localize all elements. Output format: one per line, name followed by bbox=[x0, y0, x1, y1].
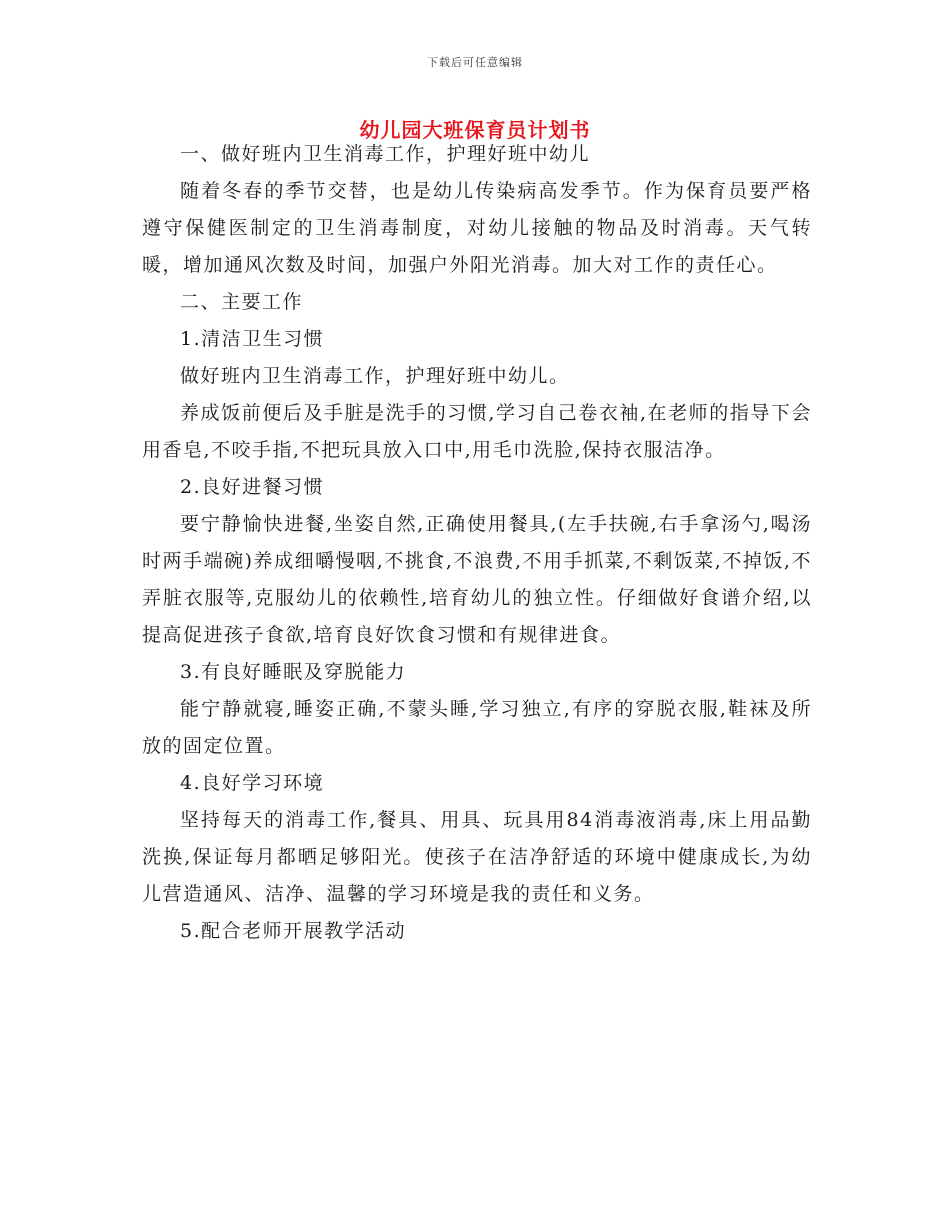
section-heading-1: 一、做好班内卫生消毒工作，护理好班中幼儿 bbox=[180, 143, 591, 165]
paragraph-item-4: 坚持每天的消毒工作,餐具、用具、玩具用84消毒液消毒,床上用品勤洗换,保证每月都晒足够阳光。使孩子在洁净舒适的环境中健康成长,为幼儿营造通风、洁净、温馨的学习环境是我的责任和义务。 bbox=[142, 809, 812, 905]
item-heading-4: 4.良好学习环境 bbox=[180, 772, 325, 794]
paragraph-item-2: 要宁静愉快进餐,坐姿自然,正确使用餐具,(左手扶碗,右手拿汤勺,喝汤时两手端碗)养成细嚼慢咽,不挑食,不浪费,不用手抓菜,不剩饭菜,不掉饭,不弄脏衣服等,克服幼儿的依赖性,培育幼儿的独立性。仔细做好食谱介绍,以提高促进孩子食欲,培育良好饮食习惯和有规律进食。 bbox=[142, 513, 812, 646]
item-heading-3: 3.有良好睡眠及穿脱能力 bbox=[180, 661, 407, 683]
paragraph-item-1a: 做好班内卫生消毒工作，护理好班中幼儿。 bbox=[180, 365, 570, 387]
paragraph-item-3: 能宁静就寝,睡姿正确,不蒙头睡,学习独立,有序的穿脱衣服,鞋袜及所放的固定位置。 bbox=[142, 698, 812, 757]
document-body bbox=[142, 136, 812, 950]
item-heading-1: 1.清洁卫生习惯 bbox=[180, 328, 325, 350]
paragraph-intro: 随着冬春的季节交替，也是幼儿传染病高发季节。作为保育员要严格遵守保健医制定的卫生消毒制度，对幼儿接触的物品及时消毒。天气转暖，增加通风次数及时间，加强户外阳光消毒。加大对工作的责任心。 bbox=[142, 180, 812, 276]
item-heading-5: 5.配合老师开展教学活动 bbox=[180, 920, 407, 942]
header-note: 下载后可任意编辑 bbox=[427, 56, 523, 69]
paragraph-item-1b: 养成饭前便后及手脏是洗手的习惯,学习自己卷衣袖,在老师的指导下会用香皂,不咬手指,不把玩具放入口中,用毛巾洗脸,保持衣服洁净。 bbox=[142, 402, 812, 461]
section-heading-2: 二、主要工作 bbox=[180, 291, 304, 313]
document-title: 幼儿园大班保育员计划书 bbox=[359, 118, 591, 142]
item-heading-2: 2.良好进餐习惯 bbox=[180, 476, 325, 498]
